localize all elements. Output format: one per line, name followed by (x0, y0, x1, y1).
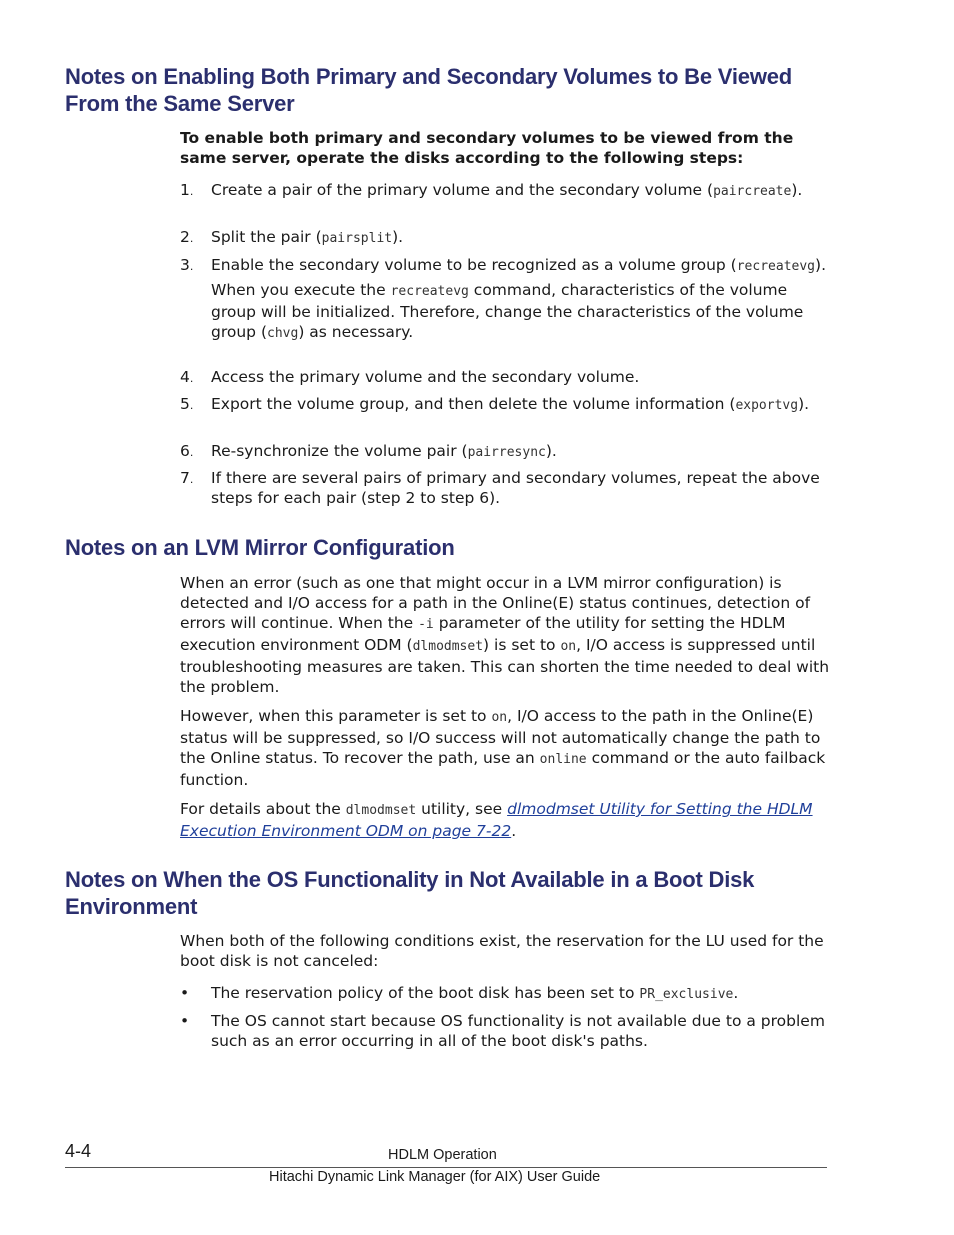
step-number: 1. (180, 181, 194, 199)
command-code: exportvg (735, 398, 799, 413)
list-item: • The reservation policy of the boot disk has been set to PR_exclusive. (180, 984, 739, 1002)
steps-intro: To enable both primary and secondary volumes to be viewed from the same server, operate the disks according to the following steps: (180, 129, 794, 167)
step-number: 2. (180, 228, 194, 246)
step-item: 7. If there are several pairs of primary and secondary volumes, repeat the above steps for each pair (step 2 to step 6). (180, 469, 820, 507)
section-heading-primary-secondary: Notes on Enabling Both Primary and Secondary Volumes to Be Viewed From the Same Server (65, 64, 793, 116)
footer-divider (65, 1167, 827, 1168)
command-code: paircreate (713, 184, 792, 199)
paragraph: When both of the following conditions exist, the reservation for the LU used for the boot disk is not canceled: (180, 932, 824, 970)
command-code: pairsplit (321, 231, 393, 246)
bullet-icon: • (180, 984, 190, 1002)
command-code: pairresync (467, 445, 546, 460)
section-heading-boot-disk: Notes on When the OS Functionality in Not Available in a Boot Disk Environment (65, 867, 755, 919)
step-item: 4. Access the primary volume and the secondary volume. (180, 367, 830, 387)
paragraph: For details about the dlmodmset utility, see dlmodmset Utility for Setting the HDLM Execution Environment ODM on page 7-22. (180, 800, 813, 840)
step-item: 3. Enable the secondary volume to be recognized as a volume group (recreatevg). When you execute the recreatevg command, characteristics of the volume group will be initialized. Therefore, change the characteristics of the volume group (chvg) as necessary. (180, 255, 830, 344)
step-item: 2. Split the pair (pairsplit). (180, 227, 830, 249)
section-heading-lvm-mirror: Notes on an LVM Mirror Configuration (65, 535, 455, 560)
step-item: 6. Re-synchronize the volume pair (pairresync). (180, 441, 830, 463)
command-code: recreatevg (736, 259, 816, 274)
step-number: 3. (180, 256, 194, 274)
page-number: 4-4 (65, 1141, 92, 1161)
step-item: 1. Create a pair of the primary volume and the secondary volume (paircreate). (180, 180, 830, 202)
footer-section-name: HDLM Operation (388, 1147, 497, 1163)
step-number: 7. (180, 469, 194, 487)
cross-reference-link[interactable]: dlmodmset Utility for Setting the HDLM Execution Environment ODM on page 7-22 (180, 800, 813, 840)
paragraph: When an error (such as one that might occur in a LVM mirror configuration) is detected and I/O access for a path in the Online(E) status continues, detection of errors will continue. When the -i parameter of the utility for setting the HDLM execution environment ODM (dlmodmset) is set to on, I/O access is suppressed until troubleshooting measures are taken. This can shorten the time needed to deal with the problem. (180, 574, 830, 696)
step-item: 5. Export the volume group, and then delete the volume information (exportvg). (180, 394, 830, 416)
footer-book-title: Hitachi Dynamic Link Manager (for AIX) User Guide (269, 1169, 601, 1185)
list-item: • The OS cannot start because OS functionality is not available due to a problem such as an error occurring in all of the boot disk's paths. (180, 1012, 825, 1050)
step-number: 4. (180, 368, 194, 386)
bullet-icon: • (180, 1012, 190, 1030)
paragraph: However, when this parameter is set to on, I/O access to the path in the Online(E) status will be suppressed, so I/O success will not automatically change the path to the Online status. To recover the path, use an online command or the auto failback function. (180, 707, 826, 789)
step-number: 5. (180, 395, 194, 413)
step-note: When you execute the recreatevg command, characteristics of the volume group will be initialized. Therefore, change the characteristics of the volume group (chvg) as necessary. (211, 281, 804, 341)
step-number: 6. (180, 442, 194, 460)
